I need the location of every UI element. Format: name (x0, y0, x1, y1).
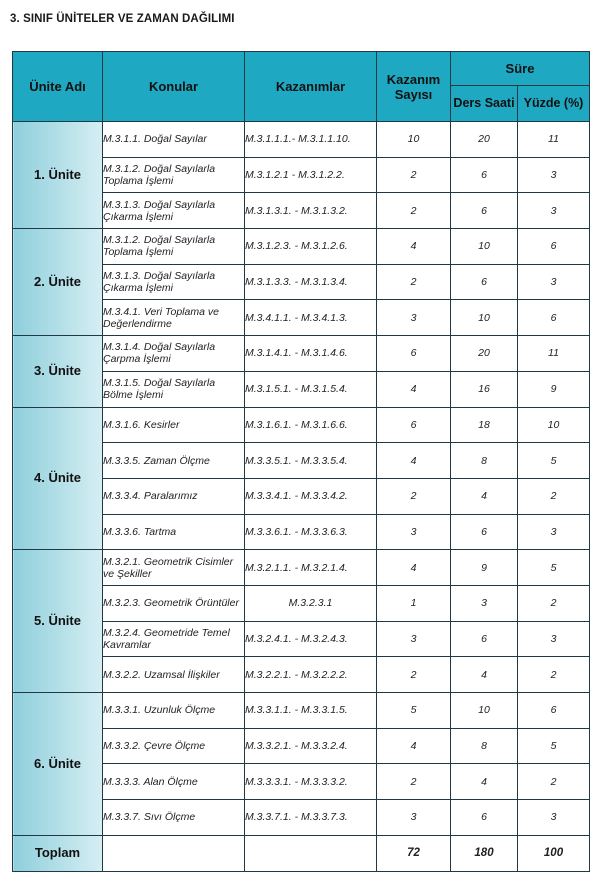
outcome-count-cell: 3 (377, 800, 451, 836)
outcome-range-cell: M.3.1.2.1 - M.3.1.2.2. (245, 157, 377, 193)
unit-time-table (12, 51, 590, 872)
topic-cell: M.3.2.2. Uzamsal İlişkiler (103, 657, 245, 693)
outcome-count-cell: 2 (377, 157, 451, 193)
unit-name-cell: 3. Ünite (13, 336, 103, 407)
lesson-hours-cell: 8 (451, 728, 518, 764)
outcome-range-cell: M.3.2.3.1 (245, 585, 377, 621)
total-percent: 100 (518, 835, 590, 871)
topic-cell: M.3.1.3. Doğal Sayılarla Çıkarma İşlemi (103, 193, 245, 229)
percent-cell: 5 (518, 728, 590, 764)
topic-cell: M.3.1.4. Doğal Sayılarla Çarpma İşlemi (103, 336, 245, 372)
outcome-range-cell: M.3.1.4.1. - M.3.1.4.6. (245, 336, 377, 372)
unit-name-cell: 1. Ünite (13, 122, 103, 229)
topic-cell: M.3.1.5. Doğal Sayılarla Bölme İşlemi (103, 371, 245, 407)
table-row (13, 229, 590, 265)
outcome-range-cell: M.3.1.2.3. - M.3.1.2.6. (245, 229, 377, 265)
outcome-range-cell: M.3.1.5.1. - M.3.1.5.4. (245, 371, 377, 407)
unit-name-cell: 6. Ünite (13, 693, 103, 836)
total-row (13, 835, 590, 871)
outcome-range-cell: M.3.3.3.1. - M.3.3.3.2. (245, 764, 377, 800)
lesson-hours-cell: 20 (451, 122, 518, 158)
header-outcome-count: Kazanım Sayısı (377, 52, 451, 122)
lesson-hours-cell: 9 (451, 550, 518, 586)
outcome-count-cell: 5 (377, 693, 451, 729)
percent-cell: 9 (518, 371, 590, 407)
header-unit-name: Ünite Adı (13, 52, 103, 122)
percent-cell: 3 (518, 264, 590, 300)
topic-cell: M.3.2.1. Geometrik Cisimler ve Şekiller (103, 550, 245, 586)
outcome-count-cell: 3 (377, 621, 451, 657)
outcome-range-cell: M.3.3.2.1. - M.3.3.2.4. (245, 728, 377, 764)
total-label: Toplam (13, 835, 103, 871)
unit-name-cell: 4. Ünite (13, 407, 103, 550)
percent-cell: 11 (518, 122, 590, 158)
lesson-hours-cell: 6 (451, 621, 518, 657)
topic-cell: M.3.3.4. Paralarımız (103, 478, 245, 514)
page-title: 3. SINIF ÜNİTELER VE ZAMAN DAĞILIMI (10, 13, 235, 25)
lesson-hours-cell: 10 (451, 229, 518, 265)
lesson-hours-cell: 6 (451, 157, 518, 193)
lesson-hours-cell: 4 (451, 764, 518, 800)
percent-cell: 6 (518, 229, 590, 265)
percent-cell: 6 (518, 300, 590, 336)
percent-cell: 6 (518, 693, 590, 729)
percent-cell: 11 (518, 336, 590, 372)
topic-cell: M.3.4.1. Veri Toplama ve Değerlendirme (103, 300, 245, 336)
percent-cell: 2 (518, 764, 590, 800)
outcome-count-cell: 4 (377, 371, 451, 407)
outcome-range-cell: M.3.4.1.1. - M.3.4.1.3. (245, 300, 377, 336)
lesson-hours-cell: 4 (451, 478, 518, 514)
lesson-hours-cell: 3 (451, 585, 518, 621)
percent-cell: 10 (518, 407, 590, 443)
lesson-hours-cell: 18 (451, 407, 518, 443)
lesson-hours-cell: 8 (451, 443, 518, 479)
outcome-range-cell: M.3.1.1.1.- M.3.1.1.10. (245, 122, 377, 158)
percent-cell: 3 (518, 621, 590, 657)
lesson-hours-cell: 6 (451, 264, 518, 300)
outcome-count-cell: 2 (377, 657, 451, 693)
topic-cell: M.3.3.1. Uzunluk Ölçme (103, 693, 245, 729)
total-outcome-empty (245, 835, 377, 871)
outcome-range-cell: M.3.3.6.1. - M.3.3.6.3. (245, 514, 377, 550)
table-row (13, 693, 590, 729)
outcome-range-cell: M.3.2.2.1. - M.3.2.2.2. (245, 657, 377, 693)
topic-cell: M.3.3.7. Sıvı Ölçme (103, 800, 245, 836)
topic-cell: M.3.1.2. Doğal Sayılarla Toplama İşlemi (103, 229, 245, 265)
topic-cell: M.3.1.2. Doğal Sayılarla Toplama İşlemi (103, 157, 245, 193)
outcome-count-cell: 4 (377, 443, 451, 479)
outcome-range-cell: M.3.1.6.1. - M.3.1.6.6. (245, 407, 377, 443)
total-outcome-count: 72 (377, 835, 451, 871)
topic-cell: M.3.1.6. Kesirler (103, 407, 245, 443)
header-outcomes: Kazanımlar (245, 52, 377, 122)
outcome-count-cell: 10 (377, 122, 451, 158)
outcome-count-cell: 2 (377, 193, 451, 229)
outcome-range-cell: M.3.2.1.1. - M.3.2.1.4. (245, 550, 377, 586)
outcome-count-cell: 4 (377, 550, 451, 586)
percent-cell: 3 (518, 514, 590, 550)
topic-cell: M.3.3.3. Alan Ölçme (103, 764, 245, 800)
unit-name-cell: 2. Ünite (13, 229, 103, 336)
percent-cell: 2 (518, 585, 590, 621)
outcome-count-cell: 2 (377, 478, 451, 514)
lesson-hours-cell: 6 (451, 800, 518, 836)
table-row (13, 122, 590, 158)
percent-cell: 3 (518, 800, 590, 836)
outcome-range-cell: M.3.3.4.1. - M.3.3.4.2. (245, 478, 377, 514)
outcome-count-cell: 2 (377, 764, 451, 800)
outcome-count-cell: 6 (377, 407, 451, 443)
unit-name-cell: 5. Ünite (13, 550, 103, 693)
outcome-count-cell: 6 (377, 336, 451, 372)
outcome-count-cell: 2 (377, 264, 451, 300)
percent-cell: 3 (518, 157, 590, 193)
percent-cell: 5 (518, 550, 590, 586)
outcome-range-cell: M.3.2.4.1. - M.3.2.4.3. (245, 621, 377, 657)
outcome-count-cell: 3 (377, 514, 451, 550)
outcome-range-cell: M.3.3.1.1. - M.3.3.1.5. (245, 693, 377, 729)
topic-cell: M.3.3.2. Çevre Ölçme (103, 728, 245, 764)
header-duration: Süre (451, 52, 590, 86)
outcome-range-cell: M.3.1.3.1. - M.3.1.3.2. (245, 193, 377, 229)
header-percent: Yüzde (%) (518, 86, 590, 122)
lesson-hours-cell: 10 (451, 300, 518, 336)
header-topics: Konular (103, 52, 245, 122)
table-row (13, 407, 590, 443)
total-topic-empty (103, 835, 245, 871)
percent-cell: 3 (518, 193, 590, 229)
outcome-count-cell: 4 (377, 229, 451, 265)
topic-cell: M.3.2.4. Geometride Temel Kavramlar (103, 621, 245, 657)
topic-cell: M.3.3.5. Zaman Ölçme (103, 443, 245, 479)
lesson-hours-cell: 20 (451, 336, 518, 372)
outcome-count-cell: 1 (377, 585, 451, 621)
table-body (13, 122, 590, 872)
header-lesson-hours: Ders Saati (451, 86, 518, 122)
topic-cell: M.3.1.1. Doğal Sayılar (103, 122, 245, 158)
lesson-hours-cell: 6 (451, 514, 518, 550)
lesson-hours-cell: 6 (451, 193, 518, 229)
lesson-hours-cell: 4 (451, 657, 518, 693)
outcome-range-cell: M.3.3.5.1. - M.3.3.5.4. (245, 443, 377, 479)
percent-cell: 2 (518, 478, 590, 514)
lesson-hours-cell: 10 (451, 693, 518, 729)
total-lesson-hours: 180 (451, 835, 518, 871)
outcome-count-cell: 3 (377, 300, 451, 336)
topic-cell: M.3.2.3. Geometrik Örüntüler (103, 585, 245, 621)
outcome-range-cell: M.3.3.7.1. - M.3.3.7.3. (245, 800, 377, 836)
percent-cell: 2 (518, 657, 590, 693)
topic-cell: M.3.3.6. Tartma (103, 514, 245, 550)
outcome-count-cell: 4 (377, 728, 451, 764)
topic-cell: M.3.1.3. Doğal Sayılarla Çıkarma İşlemi (103, 264, 245, 300)
table-row (13, 550, 590, 586)
outcome-range-cell: M.3.1.3.3. - M.3.1.3.4. (245, 264, 377, 300)
percent-cell: 5 (518, 443, 590, 479)
lesson-hours-cell: 16 (451, 371, 518, 407)
table-row (13, 336, 590, 372)
